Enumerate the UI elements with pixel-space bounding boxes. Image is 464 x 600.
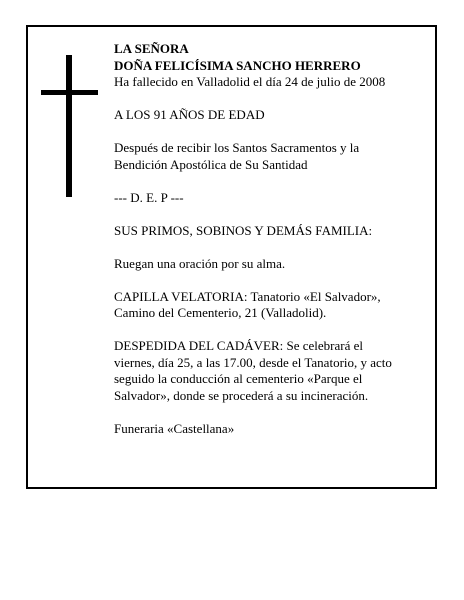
spacer: [114, 272, 430, 289]
cross-vertical-bar: [66, 55, 72, 197]
notice-text: [114, 41, 430, 437]
funeral-home: Funeraria «Castellana»: [114, 420, 235, 436]
header-title: LA SEÑORA: [114, 41, 189, 56]
spacer: [114, 206, 430, 223]
cross-icon: [41, 55, 98, 197]
sacraments-line-1: Después de recibir los Santos Sacramentos y la: [114, 140, 360, 155]
chapel-line-2: Camino del Cementerio, 21 (Valladolid).: [114, 305, 327, 320]
farewell-line-2: viernes, día 25, a las 17.00, desde el Tanatorio, y acto: [114, 354, 392, 370]
rip-line: --- D. E. P ---: [114, 189, 184, 205]
death-notice: [26, 25, 437, 489]
sacraments-line-2: Bendición Apostólica de Su Santidad: [114, 156, 308, 172]
spacer: [114, 124, 430, 141]
death-line: Ha fallecido en Valladolid el día 24 de julio de 2008: [114, 74, 386, 89]
deceased-name: DOÑA FELICÍSIMA SANCHO HERRERO: [114, 57, 361, 73]
age-line: A LOS 91 AÑOS DE EDAD: [114, 107, 265, 122]
chapel-line-1: CAPILLA VELATORIA: Tanatorio «El Salvador»,: [114, 288, 381, 304]
farewell-line-3: seguido la conducción al cementerio «Parque el: [114, 371, 363, 386]
cross-horizontal-bar: [41, 90, 98, 95]
farewell-line-1: DESPEDIDA DEL CADÁVER: Se celebrará el: [114, 338, 363, 353]
spacer: [114, 239, 430, 256]
spacer: [114, 173, 430, 190]
spacer: [114, 91, 430, 108]
family-line: SUS PRIMOS, SOBINOS Y DEMÁS FAMILIA:: [114, 222, 373, 238]
spacer: [114, 404, 430, 421]
prayer-line: Ruegan una oración por su alma.: [114, 255, 286, 271]
farewell-line-4: Salvador», donde se procederá a su incineración.: [114, 387, 369, 403]
spacer: [114, 322, 430, 339]
